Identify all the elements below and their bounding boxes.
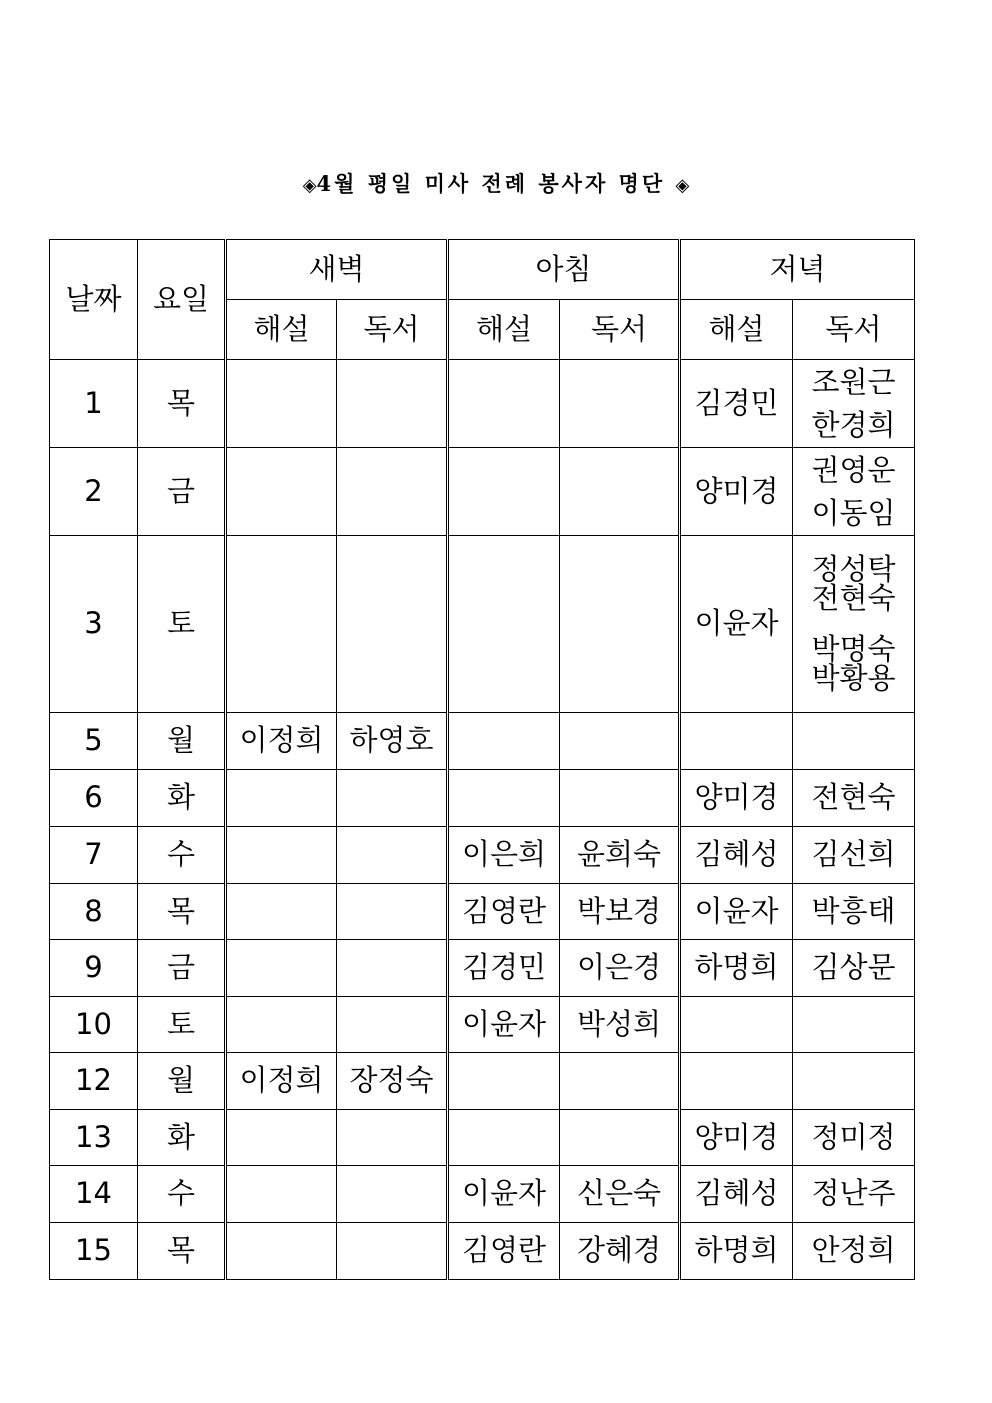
cell-commentary [226, 360, 337, 448]
cell-commentary [226, 1166, 337, 1223]
cell-date: 9 [50, 940, 138, 997]
cell-commentary [226, 884, 337, 940]
cell-reading [337, 1166, 448, 1223]
cell-commentary: 이은희 [448, 827, 560, 884]
cell-commentary [680, 997, 793, 1053]
title-text: 4월 평일 미사 전례 봉사자 명단 [316, 171, 666, 196]
cell-date: 3 [50, 536, 138, 713]
cell-reading: 전현숙 [793, 770, 915, 827]
table-row [50, 770, 915, 827]
cell-reading [337, 360, 448, 448]
cell-reading [337, 536, 448, 713]
cell-reading: 신은숙 [560, 1166, 680, 1223]
cell-commentary [226, 1223, 337, 1280]
cell-date: 7 [50, 827, 138, 884]
cell-commentary: 이윤자 [680, 536, 793, 713]
cell-reading [337, 997, 448, 1053]
cell-date: 13 [50, 1110, 138, 1166]
cell-reading [560, 770, 680, 827]
cell-day: 화 [138, 1110, 226, 1166]
header-sub-commentary: 해설 [448, 300, 560, 360]
cell-reading: 박성희 [560, 997, 680, 1053]
cell-day: 목 [138, 360, 226, 448]
cell-reading [560, 448, 680, 536]
cell-name: 박명숙 [811, 632, 896, 666]
cell-reading: 이은경 [560, 940, 680, 997]
cell-commentary [226, 536, 337, 713]
cell-name: 조원근 [811, 365, 896, 400]
cell-reading [337, 884, 448, 940]
table-row [50, 536, 915, 713]
cell-commentary [226, 448, 337, 536]
header-sub-commentary: 해설 [680, 300, 793, 360]
cell-name: 정성탁 [811, 552, 896, 586]
header-sub-reading: 독서 [560, 300, 680, 360]
cell-commentary: 하명희 [680, 940, 793, 997]
cell-commentary [448, 448, 560, 536]
cell-date: 10 [50, 997, 138, 1053]
cell-reading [560, 1053, 680, 1110]
cell-reading [560, 536, 680, 713]
cell-date: 14 [50, 1166, 138, 1223]
diamond-icon-left: ◈ [302, 175, 317, 196]
cell-day: 화 [138, 770, 226, 827]
cell-day: 금 [138, 940, 226, 997]
cell-commentary [680, 713, 793, 770]
cell-name: 한경희 [811, 407, 896, 442]
cell-reading [793, 448, 915, 536]
cell-reading [793, 713, 915, 770]
cell-reading [337, 827, 448, 884]
header-sub-reading: 독서 [793, 300, 915, 360]
cell-date: 12 [50, 1053, 138, 1110]
table-row [50, 997, 915, 1053]
cell-day: 목 [138, 1223, 226, 1280]
cell-day: 수 [138, 827, 226, 884]
cell-commentary: 김혜성 [680, 1166, 793, 1223]
table-row [50, 940, 915, 997]
cell-reading [337, 770, 448, 827]
cell-commentary [226, 940, 337, 997]
cell-date: 2 [50, 448, 138, 536]
cell-commentary [680, 1053, 793, 1110]
cell-commentary: 이윤자 [448, 1166, 560, 1223]
cell-commentary: 이윤자 [448, 997, 560, 1053]
header-sub-commentary: 해설 [226, 300, 337, 360]
cell-commentary [448, 1053, 560, 1110]
cell-commentary: 양미경 [680, 1110, 793, 1166]
cell-commentary [448, 770, 560, 827]
header-date: 날짜 [50, 240, 138, 360]
cell-name: 권영운 [811, 453, 896, 488]
roster-body [50, 360, 915, 1280]
cell-commentary [448, 1110, 560, 1166]
cell-reading: 안정희 [793, 1223, 915, 1280]
cell-day: 토 [138, 536, 226, 713]
cell-day: 금 [138, 448, 226, 536]
cell-reading [337, 940, 448, 997]
cell-reading: 정난주 [793, 1166, 915, 1223]
cell-reading [793, 360, 915, 448]
cell-name: 전현숙 [811, 581, 896, 615]
cell-reading: 윤희숙 [560, 827, 680, 884]
table-row [50, 360, 915, 448]
cell-reading: 장정숙 [337, 1053, 448, 1110]
table-row [50, 884, 915, 940]
header-group-morning: 아침 [448, 240, 680, 300]
cell-commentary: 김영란 [448, 1223, 560, 1280]
cell-day: 목 [138, 884, 226, 940]
cell-commentary: 하명희 [680, 1223, 793, 1280]
cell-commentary: 김경민 [448, 940, 560, 997]
page-title [0, 168, 992, 198]
table-row [50, 1110, 915, 1166]
header-day: 요일 [138, 240, 226, 360]
cell-day: 토 [138, 997, 226, 1053]
cell-reading: 박보경 [560, 884, 680, 940]
table-row [50, 1223, 915, 1280]
cell-reading [560, 713, 680, 770]
cell-commentary [448, 536, 560, 713]
cell-name: 이동임 [811, 495, 896, 530]
cell-reading: 강혜경 [560, 1223, 680, 1280]
cell-commentary: 이정희 [226, 713, 337, 770]
table-row [50, 713, 915, 770]
cell-commentary: 양미경 [680, 448, 793, 536]
cell-name: 박황용 [811, 661, 896, 695]
cell-reading [337, 448, 448, 536]
cell-commentary [226, 770, 337, 827]
cell-commentary: 김경민 [680, 360, 793, 448]
header-group-evening: 저녁 [680, 240, 915, 300]
header-sub-reading: 독서 [337, 300, 448, 360]
cell-reading [793, 997, 915, 1053]
cell-date: 6 [50, 770, 138, 827]
cell-reading: 박흥태 [793, 884, 915, 940]
cell-commentary: 양미경 [680, 770, 793, 827]
cell-date: 8 [50, 884, 138, 940]
cell-commentary: 김혜성 [680, 827, 793, 884]
header-group-dawn: 새벽 [226, 240, 448, 300]
cell-day: 수 [138, 1166, 226, 1223]
cell-commentary [448, 713, 560, 770]
cell-date: 1 [50, 360, 138, 448]
table-row [50, 448, 915, 536]
diamond-icon-right: ◈ [675, 175, 690, 196]
cell-reading: 김상문 [793, 940, 915, 997]
cell-commentary [226, 827, 337, 884]
cell-reading [560, 1110, 680, 1166]
cell-reading [560, 360, 680, 448]
cell-commentary [226, 1110, 337, 1166]
cell-reading: 하영호 [337, 713, 448, 770]
cell-reading [337, 1110, 448, 1166]
cell-day: 월 [138, 713, 226, 770]
cell-day: 월 [138, 1053, 226, 1110]
cell-commentary [448, 360, 560, 448]
cell-date: 15 [50, 1223, 138, 1280]
cell-date: 5 [50, 713, 138, 770]
table-row [50, 1053, 915, 1110]
cell-commentary [226, 997, 337, 1053]
cell-commentary: 이정희 [226, 1053, 337, 1110]
cell-commentary: 김영란 [448, 884, 560, 940]
cell-reading [793, 1053, 915, 1110]
roster-table [49, 239, 915, 1280]
cell-reading: 정미정 [793, 1110, 915, 1166]
table-row [50, 1166, 915, 1223]
cell-commentary: 이윤자 [680, 884, 793, 940]
cell-reading: 김선희 [793, 827, 915, 884]
cell-reading [793, 536, 915, 713]
table-row [50, 827, 915, 884]
cell-reading [337, 1223, 448, 1280]
